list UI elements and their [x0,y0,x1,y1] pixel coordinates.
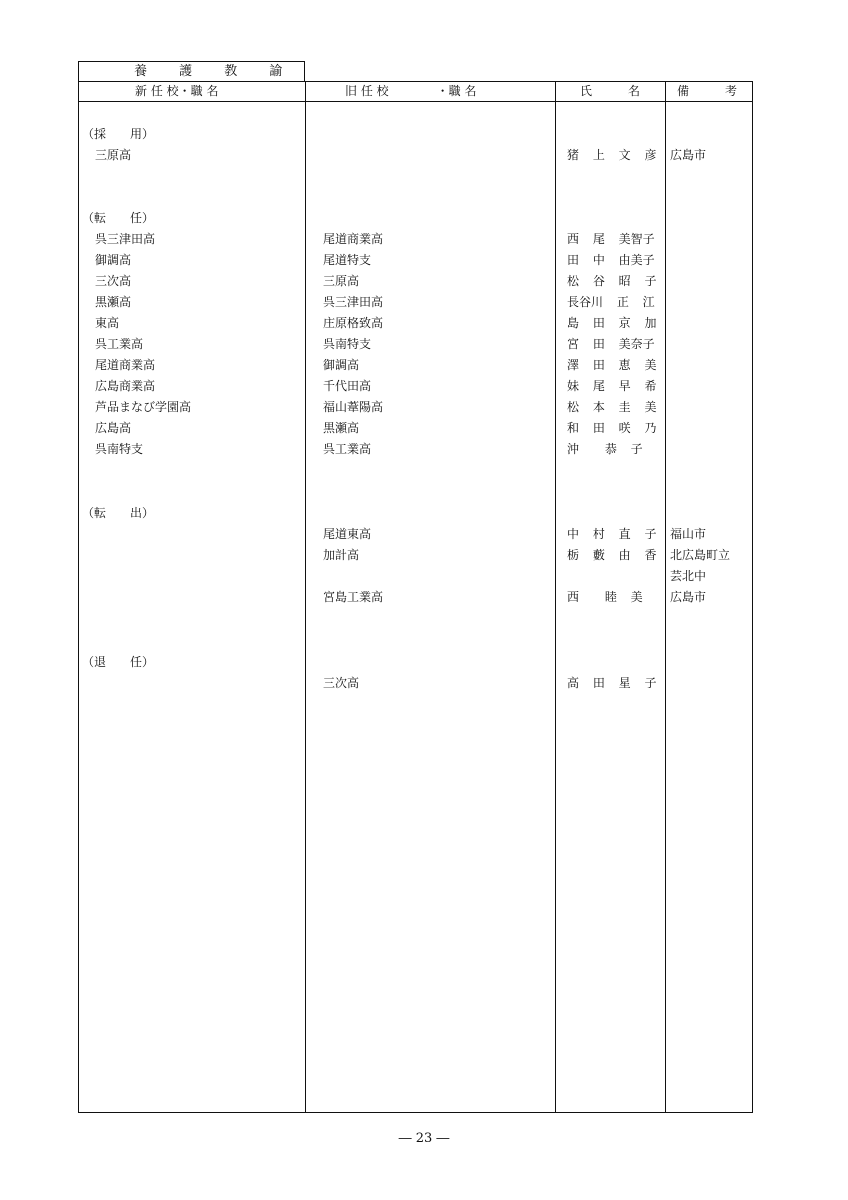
column-divider [305,81,306,1113]
person-name: 中 村 直 子 [567,527,657,541]
section-label: （転 出） [82,506,155,520]
person-name: 和 田 咲 乃 [567,421,657,435]
new-post-cell: 広島高 [95,421,132,435]
new-post-cell: 広島商業高 [95,379,156,393]
new-post-cell: 呉工業高 [95,337,144,351]
notes-cell: 広島市 [670,148,707,162]
column-divider [555,81,556,1113]
header-notes: 備 考 [677,84,738,98]
section-label: （採 用） [82,127,155,141]
person-name: 西 睦 美 [567,590,643,604]
person-name: 宮 田 美奈子 [567,337,655,351]
person-name: 沖 恭 子 [567,442,643,456]
person-name: 松 谷 昭 子 [567,274,657,288]
old-post-cell: 三原高 [323,274,360,288]
section-label: （退 任） [82,655,155,669]
category-title: 養 護 教 諭 [134,64,297,79]
old-post-cell: 御調高 [323,358,360,372]
notes-cell: 北広島町立 [670,548,731,562]
old-post-cell: 千代田高 [323,379,372,393]
person-name: 長谷川 正 江 [567,295,655,309]
old-post-cell: 庄原格致高 [323,316,384,330]
old-post-cell: 呉工業高 [323,442,372,456]
old-post-cell: 呉南特支 [323,337,372,351]
old-post-cell: 呉三津田高 [323,295,384,309]
header-new-post: 新 任 校・職 名 [135,84,219,98]
old-post-cell: 三次高 [323,676,360,690]
notes-cell: 福山市 [670,527,707,541]
column-divider [665,81,666,1113]
old-post-cell: 尾道特支 [323,253,372,267]
header-name: 氏 名 [580,84,641,98]
page-number: ― 23 ― [398,1131,450,1146]
header-old-post: 旧 任 校 ・職 名 [345,84,477,98]
new-post-cell: 黒瀬高 [95,295,132,309]
person-name: 栃 藪 由 香 [567,548,657,562]
new-post-cell: 三次高 [95,274,132,288]
new-post-cell: 呉三津田高 [95,232,156,246]
new-post-cell: 芦品まなび学園高 [95,400,192,414]
old-post-cell: 加計高 [323,548,360,562]
old-post-cell: 福山葦陽高 [323,400,384,414]
person-name: 田 中 由美子 [567,253,655,267]
new-post-cell: 呉南特支 [95,442,144,456]
person-name: 松 本 圭 美 [567,400,657,414]
new-post-cell: 御調高 [95,253,132,267]
new-post-cell: 三原高 [95,148,132,162]
person-name: 西 尾 美智子 [567,232,655,246]
person-name: 猪 上 文 彦 [567,148,657,162]
header-divider [78,101,753,102]
section-label: （転 任） [82,211,155,225]
person-name: 妹 尾 早 希 [567,379,657,393]
old-post-cell: 尾道東高 [323,527,372,541]
notes-cell: 芸北中 [670,569,707,583]
old-post-cell: 宮島工業高 [323,590,384,604]
new-post-cell: 東高 [95,316,120,330]
person-name: 島 田 京 加 [567,316,657,330]
person-name: 高 田 星 子 [567,676,657,690]
old-post-cell: 黒瀬高 [323,421,360,435]
category-title-box [78,61,305,81]
person-name: 澤 田 恵 美 [567,358,657,372]
old-post-cell: 尾道商業高 [323,232,384,246]
notes-cell: 広島市 [670,590,707,604]
new-post-cell: 尾道商業高 [95,358,156,372]
